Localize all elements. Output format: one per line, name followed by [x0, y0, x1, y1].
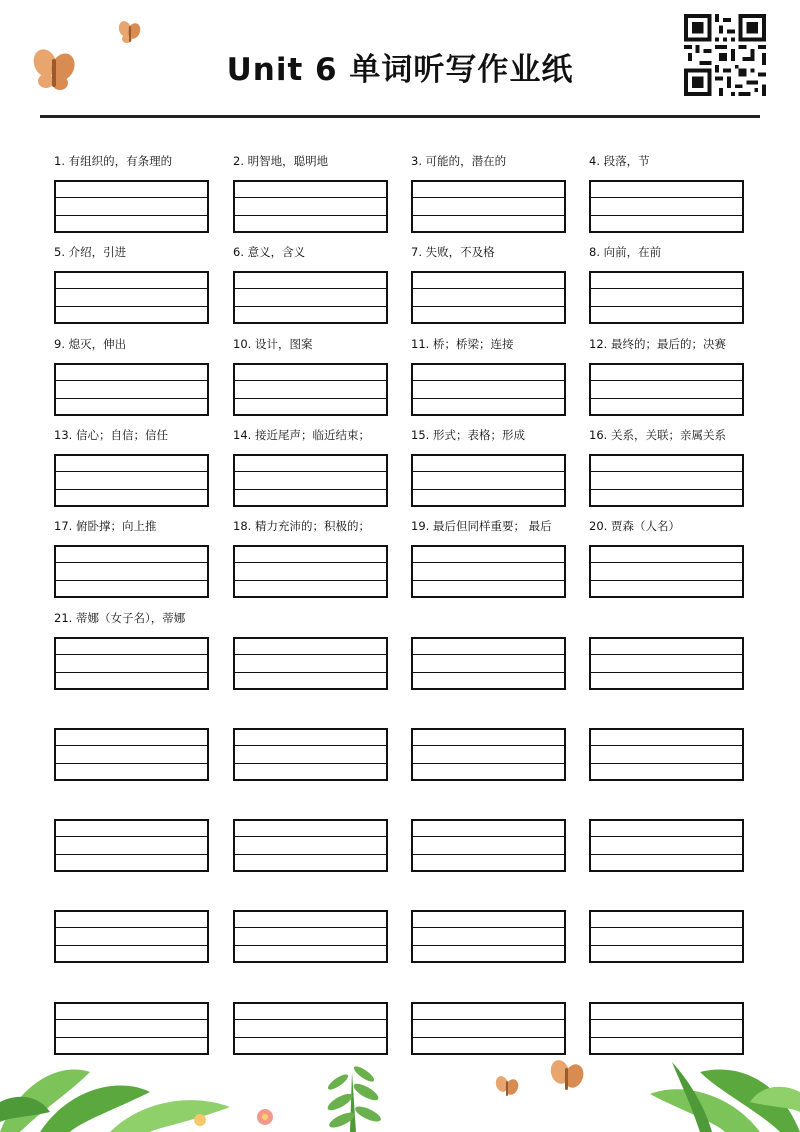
answer-box[interactable] [411, 545, 566, 598]
answer-box[interactable] [233, 454, 388, 507]
answer-box[interactable] [589, 910, 744, 963]
answer-box[interactable] [411, 454, 566, 507]
answer-box[interactable] [233, 819, 388, 872]
item-prompt: 5. 介绍，引进 [54, 245, 127, 260]
answer-box[interactable] [233, 180, 388, 233]
item-prompt: 3. 可能的，潜在的 [411, 154, 507, 168]
item-prompt: 8. 向前，在前 [589, 245, 662, 260]
item-prompt: 17. 俯卧撑；向上推 [54, 519, 157, 534]
answer-box[interactable] [233, 271, 388, 324]
item-prompt: 10. 设计，图案 [233, 336, 313, 351]
answer-box[interactable] [411, 363, 566, 416]
answer-box[interactable] [589, 454, 744, 507]
answer-box[interactable] [54, 363, 209, 416]
item-prompt: 21. 蒂娜（女子名），蒂娜 [54, 610, 186, 625]
leaf-decoration [0, 1032, 800, 1132]
item-prompt: 19. 最后但同样重要； 最后 [411, 519, 552, 534]
item-prompt: 4. 段落，节 [589, 154, 650, 168]
answer-box[interactable] [54, 637, 209, 690]
item-prompt: 12. 最终的；最后的；决赛 [589, 336, 726, 351]
answer-box[interactable] [589, 180, 744, 233]
answer-box[interactable] [411, 637, 566, 690]
answer-box[interactable] [589, 728, 744, 781]
answer-box[interactable] [233, 910, 388, 963]
answer-box[interactable] [589, 363, 744, 416]
answer-box[interactable] [589, 819, 744, 872]
answer-box[interactable] [411, 271, 566, 324]
answer-box[interactable] [54, 910, 209, 963]
answer-box[interactable] [54, 180, 209, 233]
answer-box[interactable] [233, 363, 388, 416]
item-prompt: 13. 信心；自信；信任 [54, 427, 168, 442]
answer-box[interactable] [233, 728, 388, 781]
answer-box[interactable] [411, 910, 566, 963]
item-prompt: 15. 形式；表格；形成 [411, 427, 525, 442]
answer-box[interactable] [54, 728, 209, 781]
item-prompt: 18. 精力充沛的；积极的； [233, 519, 370, 534]
answer-box[interactable] [233, 545, 388, 598]
answer-box[interactable] [411, 819, 566, 872]
answer-box[interactable] [233, 637, 388, 690]
answer-box[interactable] [411, 180, 566, 233]
answer-box[interactable] [54, 271, 209, 324]
item-prompt: 6. 意义，含义 [233, 245, 306, 260]
answer-box[interactable] [54, 454, 209, 507]
answer-box[interactable] [54, 545, 209, 598]
item-prompt: 11. 桥；桥梁；连接 [411, 336, 514, 351]
answer-box[interactable] [411, 728, 566, 781]
item-prompt: 2. 明智地，聪明地 [233, 154, 329, 168]
item-prompt: 16. 关系，关联；亲属关系 [589, 427, 726, 442]
item-prompt: 1. 有组织的，有条理的 [54, 154, 173, 168]
page-title: Unit 6 单词听写作业纸 [226, 52, 574, 88]
answer-box[interactable] [589, 637, 744, 690]
butterfly-icon [494, 1058, 586, 1096]
item-prompt: 9. 熄灭，伸出 [54, 336, 127, 351]
answer-box[interactable] [589, 545, 744, 598]
answer-box[interactable] [589, 271, 744, 324]
item-prompt: 14. 接近尾声；临近结束； [233, 427, 370, 442]
item-prompt: 7. 失败，不及格 [411, 245, 495, 260]
answer-box[interactable] [54, 819, 209, 872]
item-prompt: 20. 贾森（人名） [589, 519, 680, 534]
